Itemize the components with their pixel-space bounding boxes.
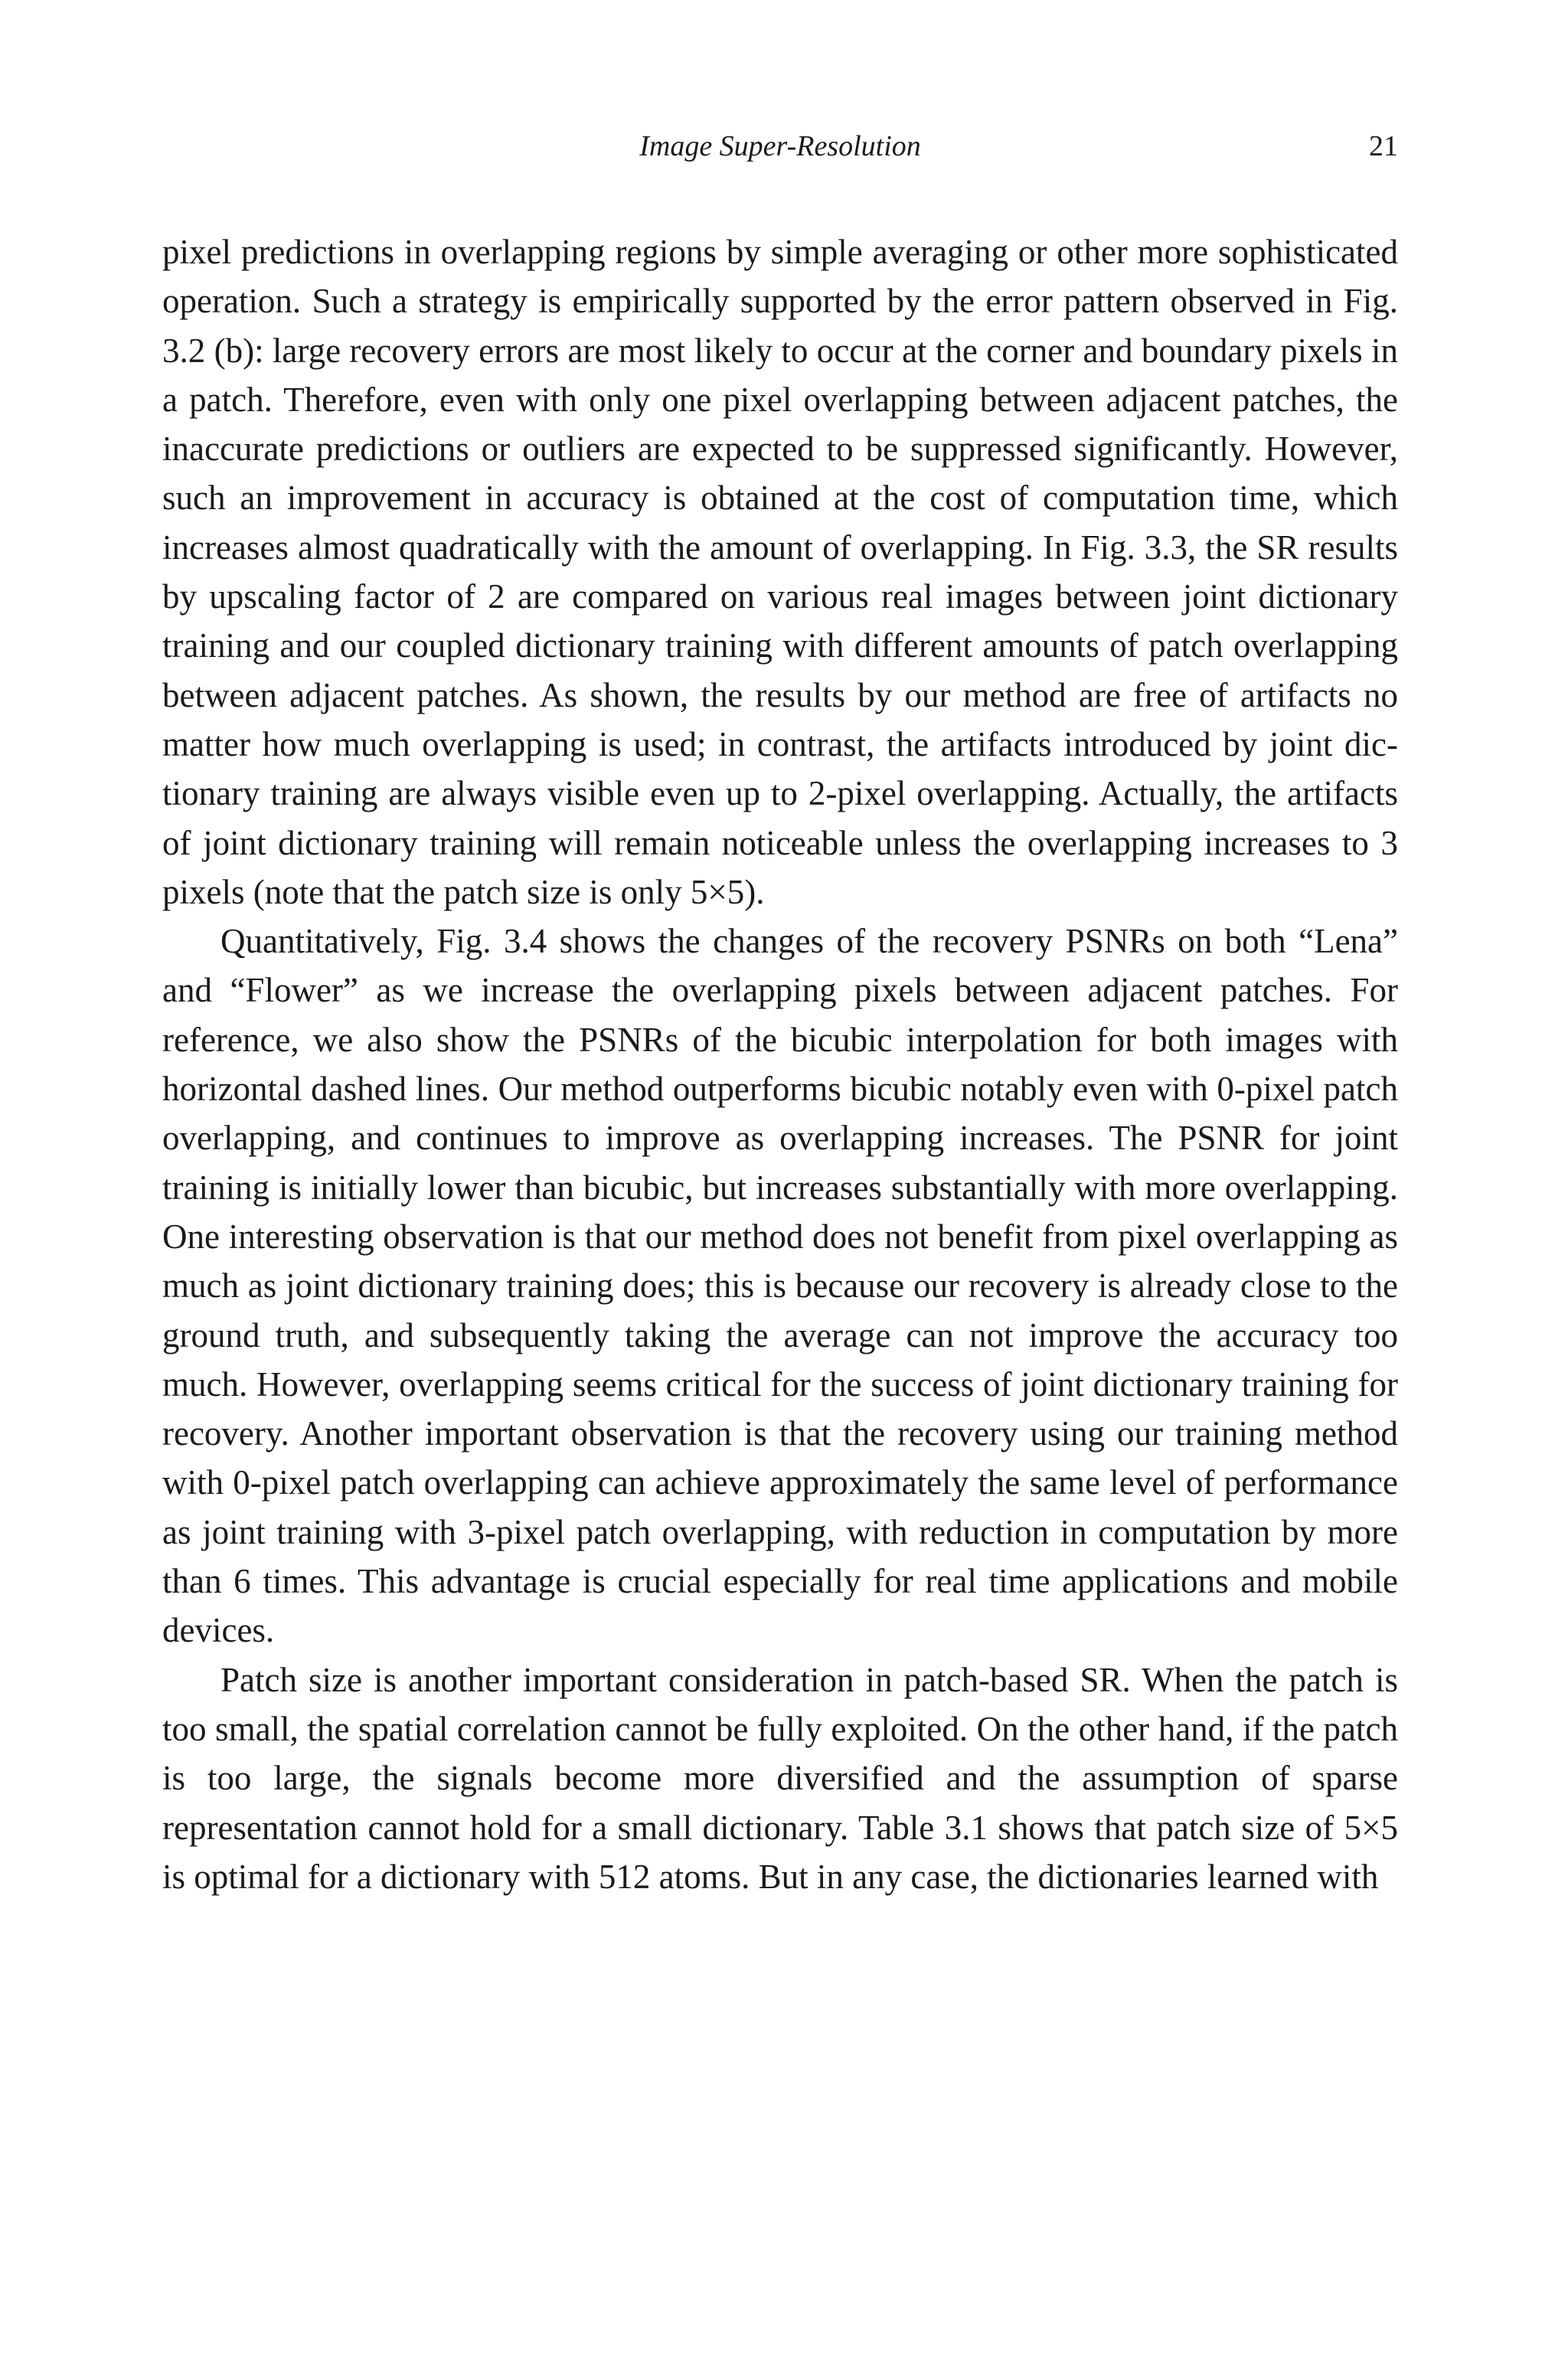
paragraph-continued: pixel predictions in overlapping regions by simple averaging or other more sophisticated operation. Such a strategy is empirically supported by the error pattern observed in Fig. 3.2 (b): large recovery errors are most likely to occur at the corner and boundary pixels in a patch. Therefore, even with only one pixel overlapping between adjacent patches, the inaccurate predictions or outliers are expected to be suppressed significantly. However, such an improvement in accuracy is obtained at the cost of computation time, which increases almost quadratically with the amount of overlapping. In Fig. 3.3, the SR results by upscaling factor of 2 are compared on various real images between joint dictionary training and our coupled dictionary training with different amounts of patch overlapping between adjacent patches. As shown, the results by our method are free of artifacts no matter how much overlapping is used; in contrast, the artifacts introduced by joint dictionary training are always visible even up to 2-pixel overlapping. Actually, the artifacts of joint dictionary training will remain noticeable unless the overlapping increases to 3 pixels (note that the patch size is only 5×5). — [162, 233, 1398, 911]
body-text — [162, 227, 1398, 1901]
page-number: 21 — [1369, 130, 1398, 162]
paragraph-quantitative: Quantitatively, Fig. 3.4 shows the changes of the recovery PSNRs on both “Lena” and “Flower” as we increase the overlapping pixels between adjacent patches. For reference, we also show the PSNRs of the bicubic interpolation for both images with horizontal dashed lines. Our method outperforms bicubic notably even with 0-pixel patch overlapping, and continues to improve as overlapping increases. The PSNR for joint training is initially lower than bicubic, but increases substantially with more overlapping. One interesting observation is that our method does not benefit from pixel overlapping as much as joint dictionary training does; this is because our recovery is already close to the ground truth, and subsequently taking the average can not improve the accuracy too much. However, overlapping seems critical for the success of joint dictionary training for recovery. Another important observation is that the recovery using our training method with 0-pixel patch overlapping can achieve approximately the same level of performance as joint training with 3-pixel patch overlapping, with reduction in computation by more than 6 times. This advantage is crucial especially for real time applications and mobile devices. — [162, 922, 1398, 1650]
paragraph-patch-size: Patch size is another important consideration in patch-based SR. When the patch is too small, the spatial correlation cannot be fully exploited. On the other hand, if the patch is too large, the signals become more diversified and the assumption of sparse representation cannot hold for a small dictionary. Table 3.1 shows that patch size of 5×5 is optimal for a dictionary with 512 atoms. But in any case, the dictionaries learned with — [162, 1660, 1398, 1896]
running-head — [162, 127, 1398, 165]
running-title: Image Super-Resolution — [639, 130, 921, 162]
